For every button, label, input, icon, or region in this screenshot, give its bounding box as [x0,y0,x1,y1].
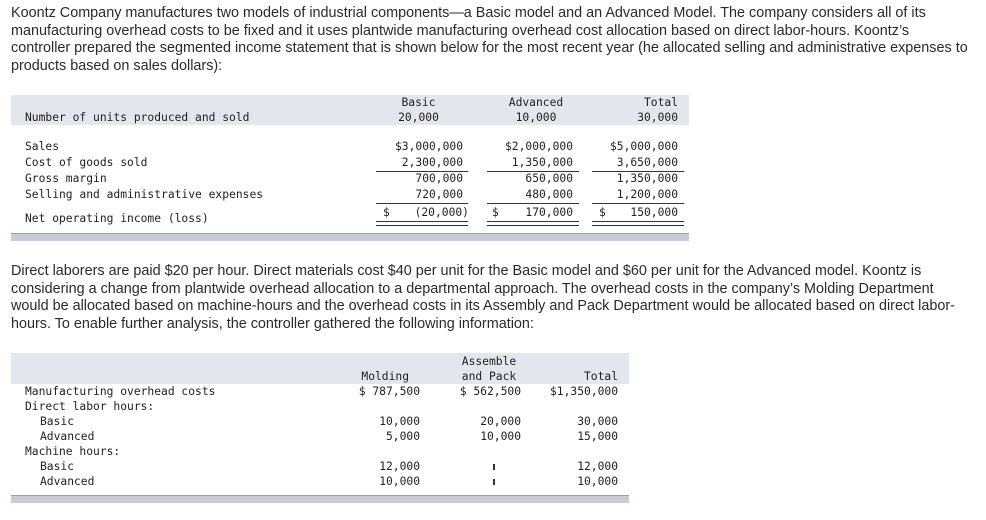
units-advanced: 10,000 [515,111,557,124]
dlh-basic-label: Basic [40,415,75,428]
middle-paragraph: Direct laborers are paid $20 per hour. Direct materials cost $40 per unit for the Basic model and $60 per unit for the Advanced model. Koontz is considering a change from plantwide overhead allocation to a departmental approach. The overhead costs in the company’s Molding Department would be allocated based on machine-hours and the overhead costs in its Assembly and Pack Department would be allocated based on direct labor-hours. To enable further analysis, the controller gathered the following information: [11,263,955,332]
net-basic: (20,000) [414,206,469,219]
mh-advanced-total: 10,000 [577,475,618,488]
intro-paragraph: Koontz Company manufactures two models of industrial components—a Basic model and an Advanced Model. The company considers all of its manufacturing overhead costs to be fixed and it uses plantwide manufacturing overhead cost allocation based on direct labor-hours. Koontz’s controller prepared the segmented income statement that is shown below for the most recent year (he allocated selling and administrative expenses to products based on sales dollars): [11,5,968,74]
sa-advanced: 480,000 [525,188,573,201]
underline-sa-basic [376,203,468,204]
sales-advanced: $2,000,000 [504,140,573,153]
double-underline-net-basic [376,221,468,226]
net-advanced: 170,000 [525,206,573,219]
dlh-basic-molding: 10,000 [379,415,420,428]
header-total: Total [643,96,678,109]
mh-basic-molding: 12,000 [379,460,420,473]
dlh-basic-assembly: 20,000 [480,415,521,428]
header-molding: Molding [361,370,409,383]
overhead-label: Manufacturing overhead costs [25,385,216,398]
mh-basic-total: 12,000 [577,460,618,473]
net-dollar-advanced: $ [492,206,499,219]
net-total: 150,000 [630,206,678,219]
sa-total: 1,200,000 [616,188,678,201]
dlh-advanced-molding: 5,000 [385,430,420,443]
income-bottom-band [11,233,689,241]
units-basic: 20,000 [398,111,439,124]
cogs-basic: 2,300,000 [401,156,463,169]
dlh-advanced-assembly: 10,000 [480,430,521,443]
dept-bottom-band [11,495,629,503]
row-label-selling-admin: Selling and administrative expenses [25,188,264,201]
mh-basic-assembly-dash [493,464,495,470]
overhead-assembly: $ 562,500 [459,385,521,398]
dlh-advanced-total: 15,000 [577,430,618,443]
sa-basic: 720,000 [415,188,463,201]
mh-advanced-molding: 10,000 [379,475,420,488]
header-dept-total: Total [583,370,618,383]
gm-advanced: 650,000 [525,172,573,185]
income-statement-table [11,95,689,241]
dlh-basic-total: 30,000 [577,415,618,428]
overhead-molding: $ 787,500 [358,385,420,398]
gm-basic: 700,000 [415,172,463,185]
department-overhead-table [11,353,629,505]
header-assemble-1: Assemble [461,355,517,368]
header-assemble-2: and Pack [461,370,517,383]
net-dollar-basic: $ [383,206,390,219]
overhead-total: $1,350,000 [549,385,618,398]
header-advanced: Advanced [508,96,564,109]
underline-sa-total [592,203,684,204]
net-dollar-total: $ [599,206,606,219]
units-label: Number of units produced and sold [25,111,250,124]
mh-label: Machine hours: [25,445,121,458]
row-label-cogs: Cost of goods sold [25,156,148,169]
underline-sa-advanced [487,203,579,204]
mh-basic-label: Basic [40,460,75,473]
mh-advanced-label: Advanced [40,475,95,488]
sales-total: $5,000,000 [609,140,678,153]
gm-total: 1,350,000 [616,172,678,185]
double-underline-net-total [592,221,684,226]
cogs-advanced: 1,350,000 [511,156,573,169]
mh-advanced-assembly-dash [493,479,495,485]
header-basic: Basic [401,96,436,109]
double-underline-net-advanced [487,221,579,226]
units-total: 30,000 [637,111,678,124]
row-label-sales: Sales [25,140,60,153]
cogs-total: 3,650,000 [616,156,678,169]
row-label-gross-margin: Gross margin [25,172,107,185]
sales-basic: $3,000,000 [394,140,463,153]
dlh-label: Direct labor hours: [25,400,155,413]
row-label-net-income: Net operating income (loss) [25,212,209,225]
dlh-advanced-label: Advanced [40,430,95,443]
